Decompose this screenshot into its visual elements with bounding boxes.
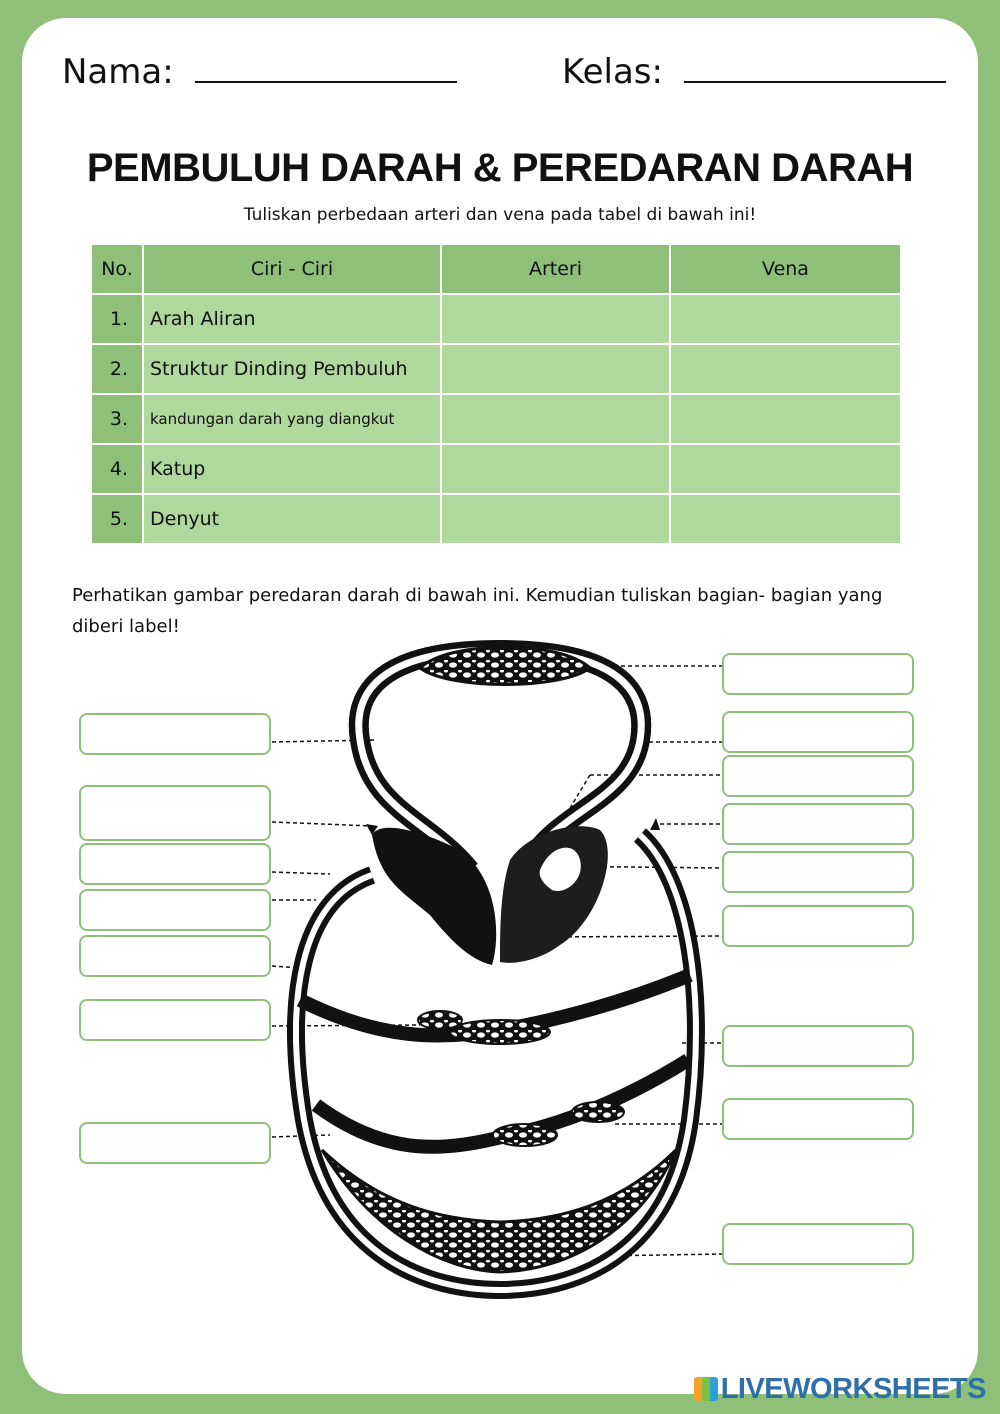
answer-box-left-4[interactable] <box>79 889 271 931</box>
row-feature: Arah Aliran <box>143 294 441 344</box>
organ-capillaries-lower <box>493 1124 557 1146</box>
answer-box-left-5[interactable] <box>79 935 271 977</box>
row-number: 5. <box>91 494 143 544</box>
brand-logo-icon <box>694 1377 718 1401</box>
answer-box-left-7[interactable] <box>79 1122 271 1164</box>
answer-box-left-1[interactable] <box>79 713 271 755</box>
organ-capillaries-upper <box>450 1020 550 1044</box>
name-label: Nama: <box>62 52 174 92</box>
row-feature: kandungan darah yang diangkut <box>143 394 441 444</box>
heart-left-side <box>500 826 608 963</box>
answer-box-left-2[interactable] <box>79 785 271 841</box>
row-feature: Denyut <box>143 494 441 544</box>
column-header: Vena <box>670 244 901 294</box>
brand-logo[interactable] <box>694 1373 986 1406</box>
row-number: 3. <box>91 394 143 444</box>
column-header: Arteri <box>441 244 670 294</box>
column-header: Ciri - Ciri <box>143 244 441 294</box>
answer-box-right-1[interactable] <box>722 653 914 695</box>
answer-box-right-7[interactable] <box>722 1025 914 1067</box>
diagram-instruction: Perhatikan gambar peredaran darah di bawah ini. Kemudian tuliskan bagian- bagian yang diberi label! <box>72 585 883 637</box>
answer-box-right-8[interactable] <box>722 1098 914 1140</box>
answer-box-right-6[interactable] <box>722 905 914 947</box>
row-number: 4. <box>91 444 143 494</box>
column-header: No. <box>91 244 143 294</box>
answer-box-right-5[interactable] <box>722 851 914 893</box>
class-label: Kelas: <box>562 52 663 92</box>
row-feature: Struktur Dinding Pembuluh <box>143 344 441 394</box>
table-instruction: Tuliskan perbedaan arteri dan vena pada tabel di bawah ini! <box>243 205 757 225</box>
answer-box-right-3[interactable] <box>722 755 914 797</box>
heart-right-side <box>372 828 496 965</box>
answer-box-right-9[interactable] <box>722 1223 914 1265</box>
row-number: 2. <box>91 344 143 394</box>
brand-logo-text: LIVEWORKSHEETS <box>720 1373 986 1405</box>
answer-box-right-2[interactable] <box>722 711 914 753</box>
answer-box-left-6[interactable] <box>79 999 271 1041</box>
organ-capillaries-upper <box>418 1011 462 1029</box>
aorta-stub <box>650 818 660 830</box>
organ-capillaries-lower <box>572 1102 624 1122</box>
worksheet-title: PEMBULUH DARAH & PEREDARAN DARAH <box>86 146 914 190</box>
answer-box-right-4[interactable] <box>722 803 914 845</box>
row-feature: Katup <box>143 444 441 494</box>
row-number: 1. <box>91 294 143 344</box>
answer-box-left-3[interactable] <box>79 843 271 885</box>
